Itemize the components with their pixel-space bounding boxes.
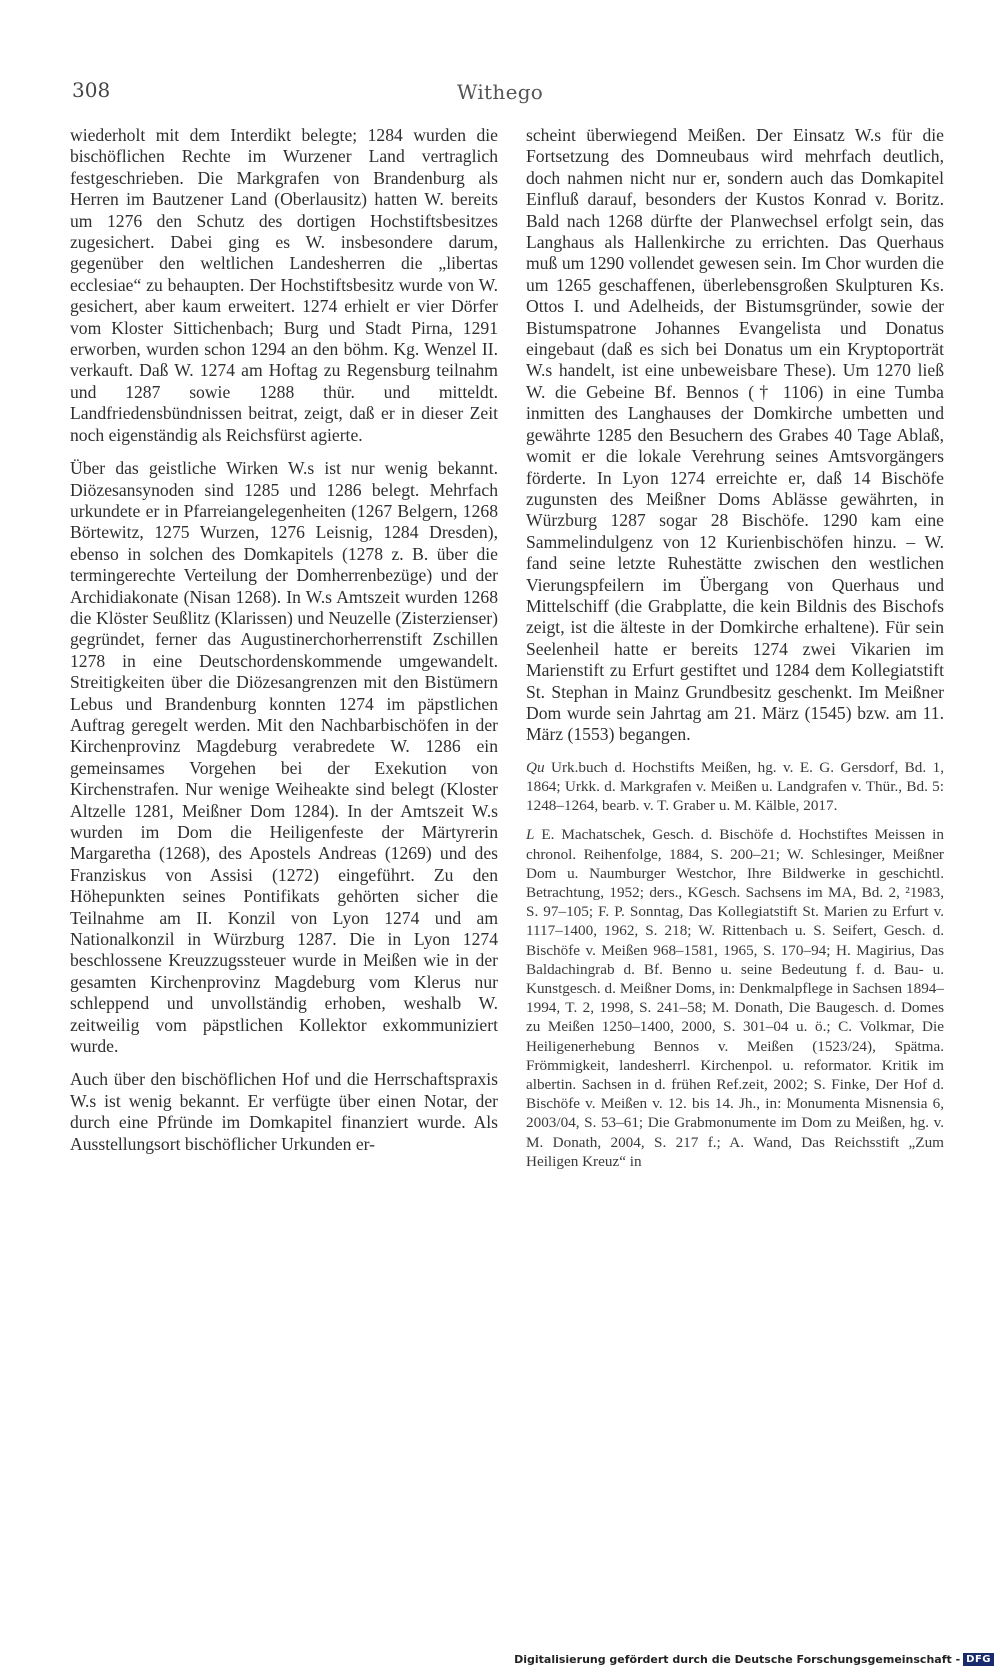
footer-credit xyxy=(514,1651,994,1667)
footer-text: Digitalisierung gefördert durch die Deutsche Forschungsgemeinschaft - xyxy=(514,1652,961,1666)
page-number: 308 xyxy=(72,78,111,102)
paragraph: scheint überwiegend Meißen. Der Einsatz W.s für die Fortsetzung des Domneubaus wird mehrfach deutlich, doch nahmen nicht nur er, sondern auch das Domkapitel Einfluß darauf, besonders der Kustos Konrad v. Boritz. Bald nach 1268 dürfte der Planwechsel erfolgt sein, das Langhaus als Hallenkirche zu errichten. Das Querhaus muß um 1290 vollendet gewesen sein. Im Chor wurden die um 1265 geschaffenen, überlebensgroßen Skulpturen Ks. Ottos I. und Adelheids, der Bistumsgründer, sowie der Bistumspatrone Johannes Evangelista und Donatus eingebaut (daß es sich bei Donatus um ein Kryptoporträt W.s handelt, ist eine unbeweisbare These). Um 1270 ließ W. die Gebeine Bf. Bennos († 1106) in eine Tumba inmitten des Langhauses der Domkirche umbetten und gewährte 1285 den Besuchern des Grabes 40 Tage Ablaß, womit er die lokale Verehrung seines Amtsvorgängers förderte. In Lyon 1274 erreichte er, daß 14 Bischöfe zugunsten des Meißner Doms Ablässe gewährten, in Würzburg 1287 sogar 28 Bischöfe. 1290 kam eine Sammelindulgenz von 12 Kurienbischöfen hinzu. – W. fand seine letzte Ruhestätte zwischen den westlichen Vierungspfeilern im Übergang von Querhaus und Mittelschiff (die Grabplatte, die kein Bildnis des Bischofs zeigt, ist die älteste in der Domkirche erhaltene). Für sein Seelenheil hatte er bereits 1274 zwei Vikarien im Marienstift zu Erfurt gestiftet und 1284 dem Kollegiatstift St. Stephan in Mainz Grundbesitz geschenkt. Im Meißner Dom wurde sein Jahrtag am 21. März (1545) bzw. am 11. März (1553) begangen. xyxy=(526,125,944,745)
literature-entry xyxy=(526,825,944,1171)
dfg-logo-icon: DFG xyxy=(963,1653,994,1666)
sources-text: Urk.buch d. Hochstifts Meißen, hg. v. E. G. Gersdorf, Bd. 1, 1864; Urkk. d. Markgrafen v. Meißen u. Landgrafen v. Thür., Bd. 5: 1248–1264, bearb. v. T. Graber u. M. Kälble, 2017. xyxy=(526,758,944,815)
left-column xyxy=(70,125,498,1167)
sources-entry xyxy=(526,758,944,816)
running-title: Withego xyxy=(456,80,544,104)
right-column xyxy=(526,125,944,1181)
page-header xyxy=(72,78,928,108)
paragraph: wiederholt mit dem Interdikt belegte; 1284 wurden die bischöflichen Rechte im Wurzener Land vertraglich festgeschrieben. Die Markgrafen von Brandenburg als Herren im Bautzener Land (Oberlausitz) hatten W. bereits um 1276 den Schutz des dortigen Hochstiftsbesitzes zugesichert. Dabei ging es W. insbesondere darum, gegenüber den weltlichen Landesherren die „libertas ecclesiae“ zu behaupten. Der Hochstiftsbesitz wurde von W. gesichert, aber kaum erweitert. 1274 erhielt er vier Dörfer vom Kloster Sittichenbach; Burg und Stadt Pirna, 1291 erworben, wurden schon 1294 an den böhm. Kg. Wenzel II. verkauft. Daß W. 1274 am Hoftag zu Regensburg teilnahm und 1287 sowie 1288 thür. und mitteldt. Landfriedensbündnissen beitrat, zeigt, daß er in dieser Zeit noch eigenständig als Reichsfürst agierte. xyxy=(70,125,498,445)
literature-text: E. Machatschek, Gesch. d. Bischöfe d. Hochstiftes Meissen in chronol. Reihenfolge, 1884, S. 200–21; W. Schlesinger, Meißner Dom u. Naumburger Westchor, Ihre Bildwerke in geschichtl. Betrachtung, 1952; ders., KGesch. Sachsens im MA, Bd. 2, ²1983, S. 97–105; F. P. Sonntag, Das Kollegiatstift St. Marien zu Erfurt v. 1117–1400, 1962, S. 218; W. Rittenbach u. S. Seifert, Gesch. d. Bischöfe v. Meißen 968–1581, 1965, S. 170–94; H. Magirius, Das Baldachingrab d. Bf. Benno u. seine Bedeutung f. d. Bau- u. Kunstgesch. d. Meißner Doms, in: Denkmalpflege in Sachsen 1894–1994, T. 2, 1998, S. 241–58; M. Donath, Die Baugesch. d. Domes zu Meißen 1250–1400, 2000, S. 301–04 u. ö.; C. Volkmar, Die Heiligenerhebung Bennos v. Meißen (1523/24), Spätma. Frömmigkeit, landesherrl. Kirchenpol. u. reformator. Kritik im albertin. Sachsen in d. frühen Ref.zeit, 2002; S. Finke, Der Hof d. Bischöfe v. Meißen v. 12. bis 14. Jh., in: Monumenta Misnensia 6, 2003/04, S. 53–61; Die Grabmonumente im Dom zu Meißen, hg. v. M. Donath, 2004, S. 217 f.; A. Wand, Das Reichsstift „Zum Heiligen Kreuz“ in xyxy=(526,826,944,1170)
literature-label: L xyxy=(526,826,535,844)
paragraph: Auch über den bischöflichen Hof und die Herrschaftspraxis W.s ist wenig bekannt. Er verfügte über einen Notar, der durch eine Pfründe im Domkapitel finanziert wurde. Als Ausstellungsort bischöflicher Urkunden er- xyxy=(70,1069,498,1154)
paragraph: Über das geistliche Wirken W.s ist nur wenig bekannt. Diözesansynoden sind 1285 und 1286 belegt. Mehrfach urkundete er in Pfarreiangelegenheiten (1267 Belgern, 1268 Börtewitz, 1275 Wurzen, 1276 Leisnig, 1284 Dresden), ebenso in solchen des Domkapitels (1278 z. B. über die termingerechte Verteilung der Domherrenbezüge) und der Archidiakonate (Nisan 1268). In W.s Amtszeit wurden 1268 die Klöster Seußlitz (Klarissen) und Neuzelle (Zisterzienser) gegründet, ferner das Augustinerchorherrenstift Zschillen 1278 in eine Deutschordenskommende umgewandelt. Streitigkeiten über die Diözesangrenzen mit den Bistümern Lebus und Brandenburg konnten 1274 im päpstlichen Auftrag geregelt werden. Mit den Nachbarbischöfen in der Kirchenprovinz Magdeburg verabredete W. 1286 ein gemeinsames Vorgehen bei der Exekution von Kirchenstrafen. Nur wenige Weiheakte sind belegt (Kloster Altzelle 1281, Meißner Dom 1284). In der Amtszeit W.s wurden im Dom die Heiligenfeste der Märtyrerin Margaretha (1268), des Apostels Andreas (1269) und des Franziskus von Assisi (1272) eingeführt. Zu den Höhepunkten seines Pontifikats gehörten sicher die Teilnahme am II. Konzil von Lyon 1274 und am Nationalkonzil in Würzburg 1287. Die in Lyon 1274 beschlossene Kreuzzugssteuer wurde in Meißen wie in der gesamten Kirchenprovinz Magdeburg vom Klerus nur schleppend und unvollständig erhoben, weshalb W. zeitweilig vom päpstlichen Kollektor exkommuniziert wurde. xyxy=(70,458,498,1057)
sources-label: Qu xyxy=(526,758,545,776)
